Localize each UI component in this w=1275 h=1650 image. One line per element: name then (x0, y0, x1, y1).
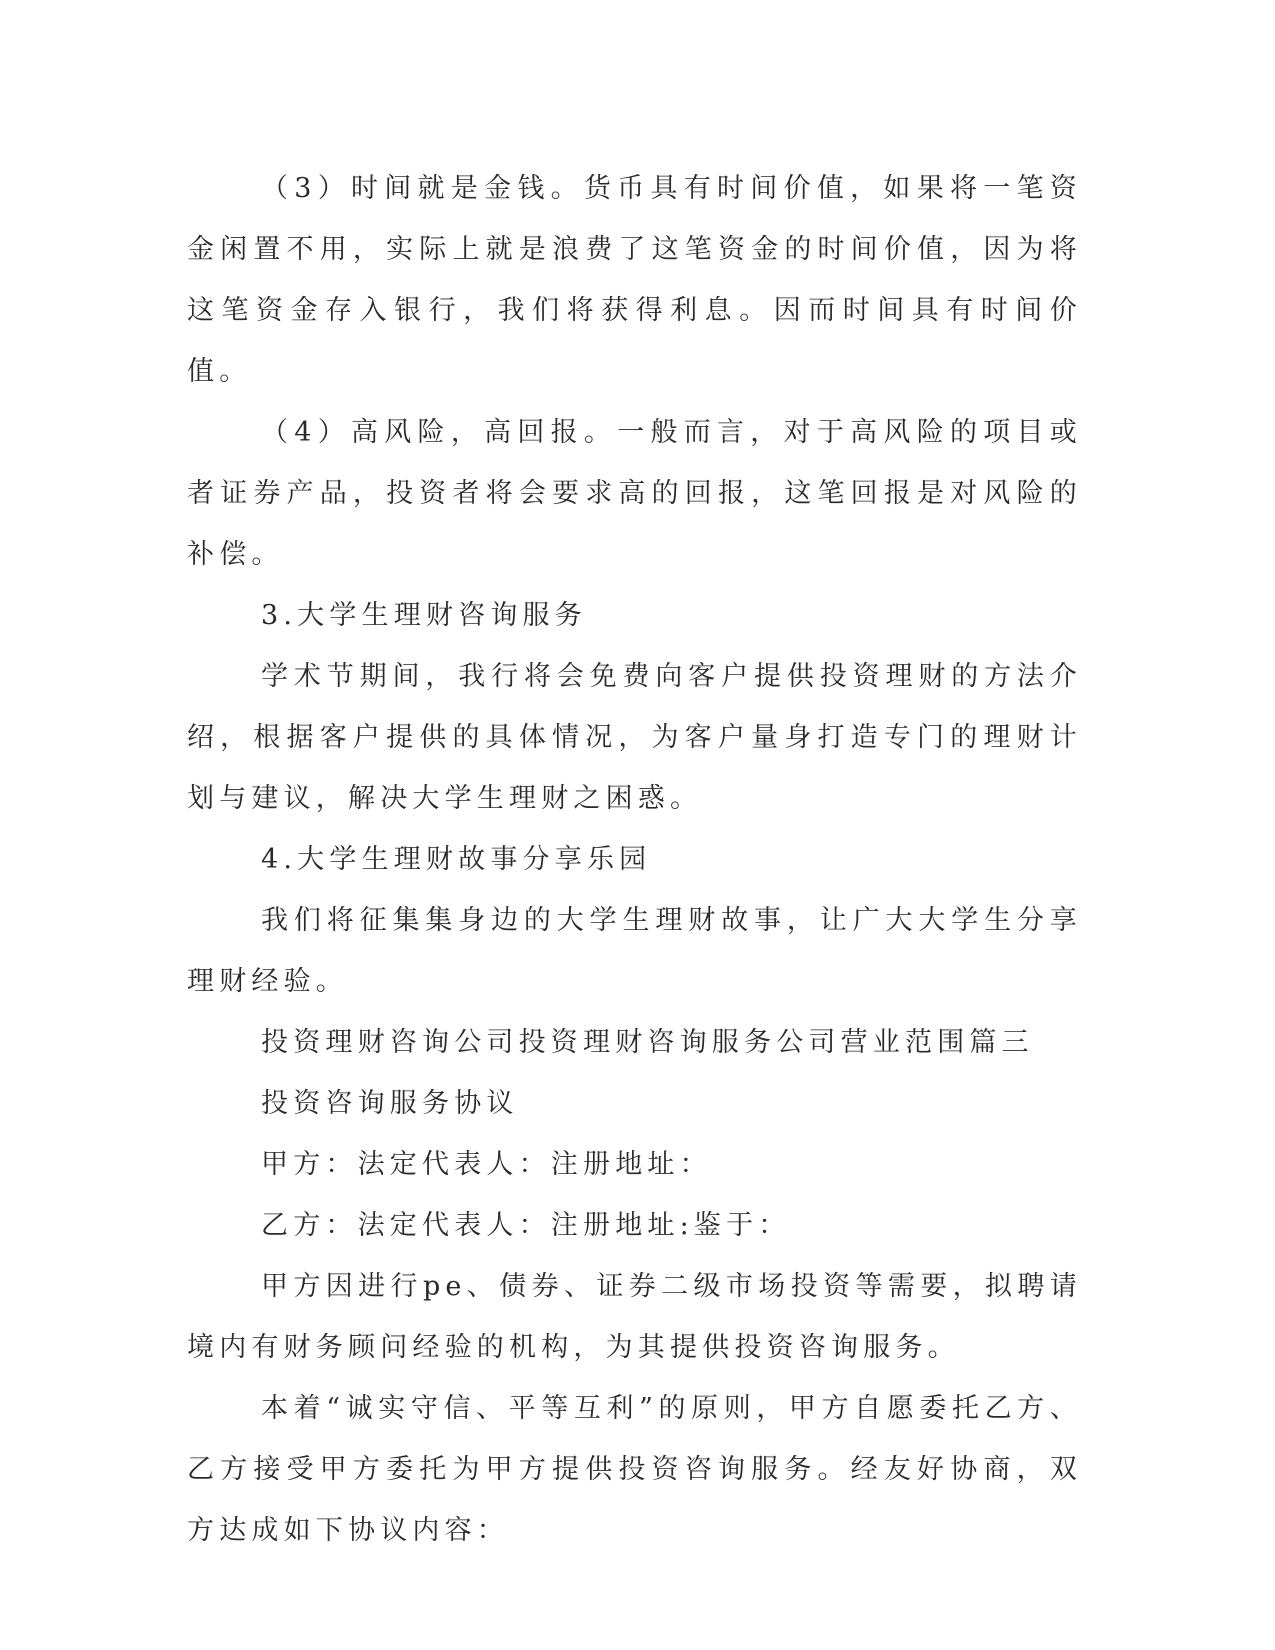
paragraph-risk-return: （4）高风险，高回报。一般而言，对于高风险的项目或者证券产品，投资者将会要求高的回报，这笔回报是对风险的补偿。 (187, 417, 1082, 570)
agreement-title: 投资咨询服务协议 (261, 1088, 519, 1119)
paragraph-story-sharing: 我们将征集集身边的大学生理财故事，让广大大学生分享理财经验。 (187, 905, 1082, 997)
document-body (187, 158, 1082, 1561)
paragraph-time-value: （3）时间就是金钱。货币具有时间价值，如果将一笔资金闲置不用，实际上就是浪费了这笔资金的时间价值，因为将这笔资金存入银行，我们将获得利息。因而时间具有时间价值。 (187, 173, 1082, 387)
paragraph-consulting-service: 学术节期间，我行将会免费向客户提供投资理财的方法介绍，根据客户提供的具体情况，为客户量身打造专门的理财计划与建议，解决大学生理财之困惑。 (187, 661, 1082, 814)
section-title: 投资理财咨询公司投资理财咨询服务公司营业范围篇三 (261, 1027, 1034, 1058)
party-a-line: 甲方：法定代表人：注册地址： (261, 1149, 712, 1180)
party-b-line: 乙方：法定代表人：注册地址:鉴于： (261, 1210, 791, 1241)
heading-consulting-service: 3.大学生理财咨询服务 (261, 600, 587, 631)
paragraph-principle: 本着“诚实守信、平等互利”的原则，甲方自愿委托乙方、乙方接受甲方委托为甲方提供投资咨询服务。经友好协商，双方达成如下协议内容： (187, 1393, 1082, 1546)
paragraph-purpose: 甲方因进行pe、债券、证券二级市场投资等需要，拟聘请境内有财务顾问经验的机构，为其提供投资咨询服务。 (187, 1271, 1082, 1363)
heading-story-sharing: 4.大学生理财故事分享乐园 (261, 844, 652, 875)
